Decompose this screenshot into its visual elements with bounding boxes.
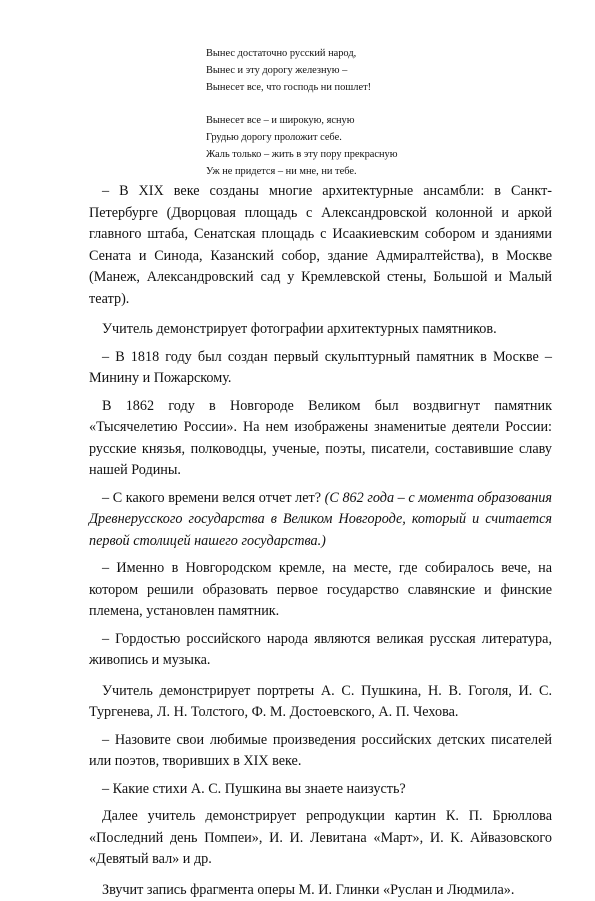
poem-line: Жаль только – жить в эту пору прекрасную (206, 146, 398, 163)
paragraph-question-dating (89, 488, 552, 553)
paragraph-teacher-portraits: Учитель демонстрирует портреты А. С. Пушкина, Н. В. Гоголя, И. С. Тургенева, Л. Н. Толстого, Ф. М. Достоевского, А. П. Чехова. (89, 681, 552, 724)
poem-line: Вынес достаточно русский народ, (206, 45, 371, 62)
answer-text: (С 862 года – с момента образования Древнерусского государства в Великом Новгороде, который и считается первой столицей нашего государства.) (89, 490, 552, 549)
paragraph-favorite-works: – Назовите свои любимые произведения российских детских писателей или поэтов, творивших в XIX веке. (89, 730, 552, 773)
body-text (89, 181, 552, 901)
paragraph-millennium-monument: В 1862 году в Новгороде Великом был воздвигнут памятник «Тысячелетию России». На нем изображены знаменитые деятели России: русские князья, полководцы, ученые, поэты, писатели, составившие славу нашей Родины. (89, 396, 552, 482)
question-text: – С какого времени велся отчет лет? (102, 490, 325, 506)
paragraph-pride: – Гордостью российского народа являются великая русская литература, живопись и музыка. (89, 629, 552, 672)
paragraph-minin-pozharsky: – В 1818 году был создан первый скульптурный памятник в Москве – Минину и Пожарскому. (89, 347, 552, 390)
paragraph-opera: Звучит запись фрагмента оперы М. И. Глинки «Руслан и Людмила». (89, 880, 552, 901)
poem-line: Вынесет все, что господь ни пошлет! (206, 79, 371, 96)
poem-line: Уж не придется – ни мне, ни тебе. (206, 163, 398, 180)
poem-stanza-2 (206, 112, 398, 180)
paragraph-pushkin-question: – Какие стихи А. С. Пушкина вы знаете наизусть? (89, 779, 552, 801)
poem-line: Вынесет все – и широкую, ясную (206, 112, 398, 129)
paragraph-teacher-photos: Учитель демонстрирует фотографии архитектурных памятников. (89, 319, 552, 341)
paragraph-reproductions: Далее учитель демонстрирует репродукции картин К. П. Брюллова «Последний день Помпеи», И. И. Левитана «Март», И. К. Айвазовского «Девятый вал» и др. (89, 806, 552, 871)
paragraph-architecture: – В XIX веке созданы многие архитектурные ансамбли: в Санкт-Петербурге (Дворцовая площадь с Александровской колонной и аркой главного штаба, Сенатская площадь с Исаакиевским собором и зданиями Сената и Синода, Казанский собор, здание Адмиралтейства), в Москве (Манеж, Александровский сад у Кремлевской стены, Большой и Малый театр). (89, 181, 552, 310)
poem-line: Грудью дорогу проложит себе. (206, 129, 398, 146)
poem-stanza-1 (206, 45, 371, 96)
paragraph-novgorod-kremlin: – Именно в Новгородском кремле, на месте, где собиралось вече, на котором решили образовать первое государство славянские и финские племена, установлен памятник. (89, 558, 552, 623)
poem-line: Вынес и эту дорогу железную – (206, 62, 371, 79)
